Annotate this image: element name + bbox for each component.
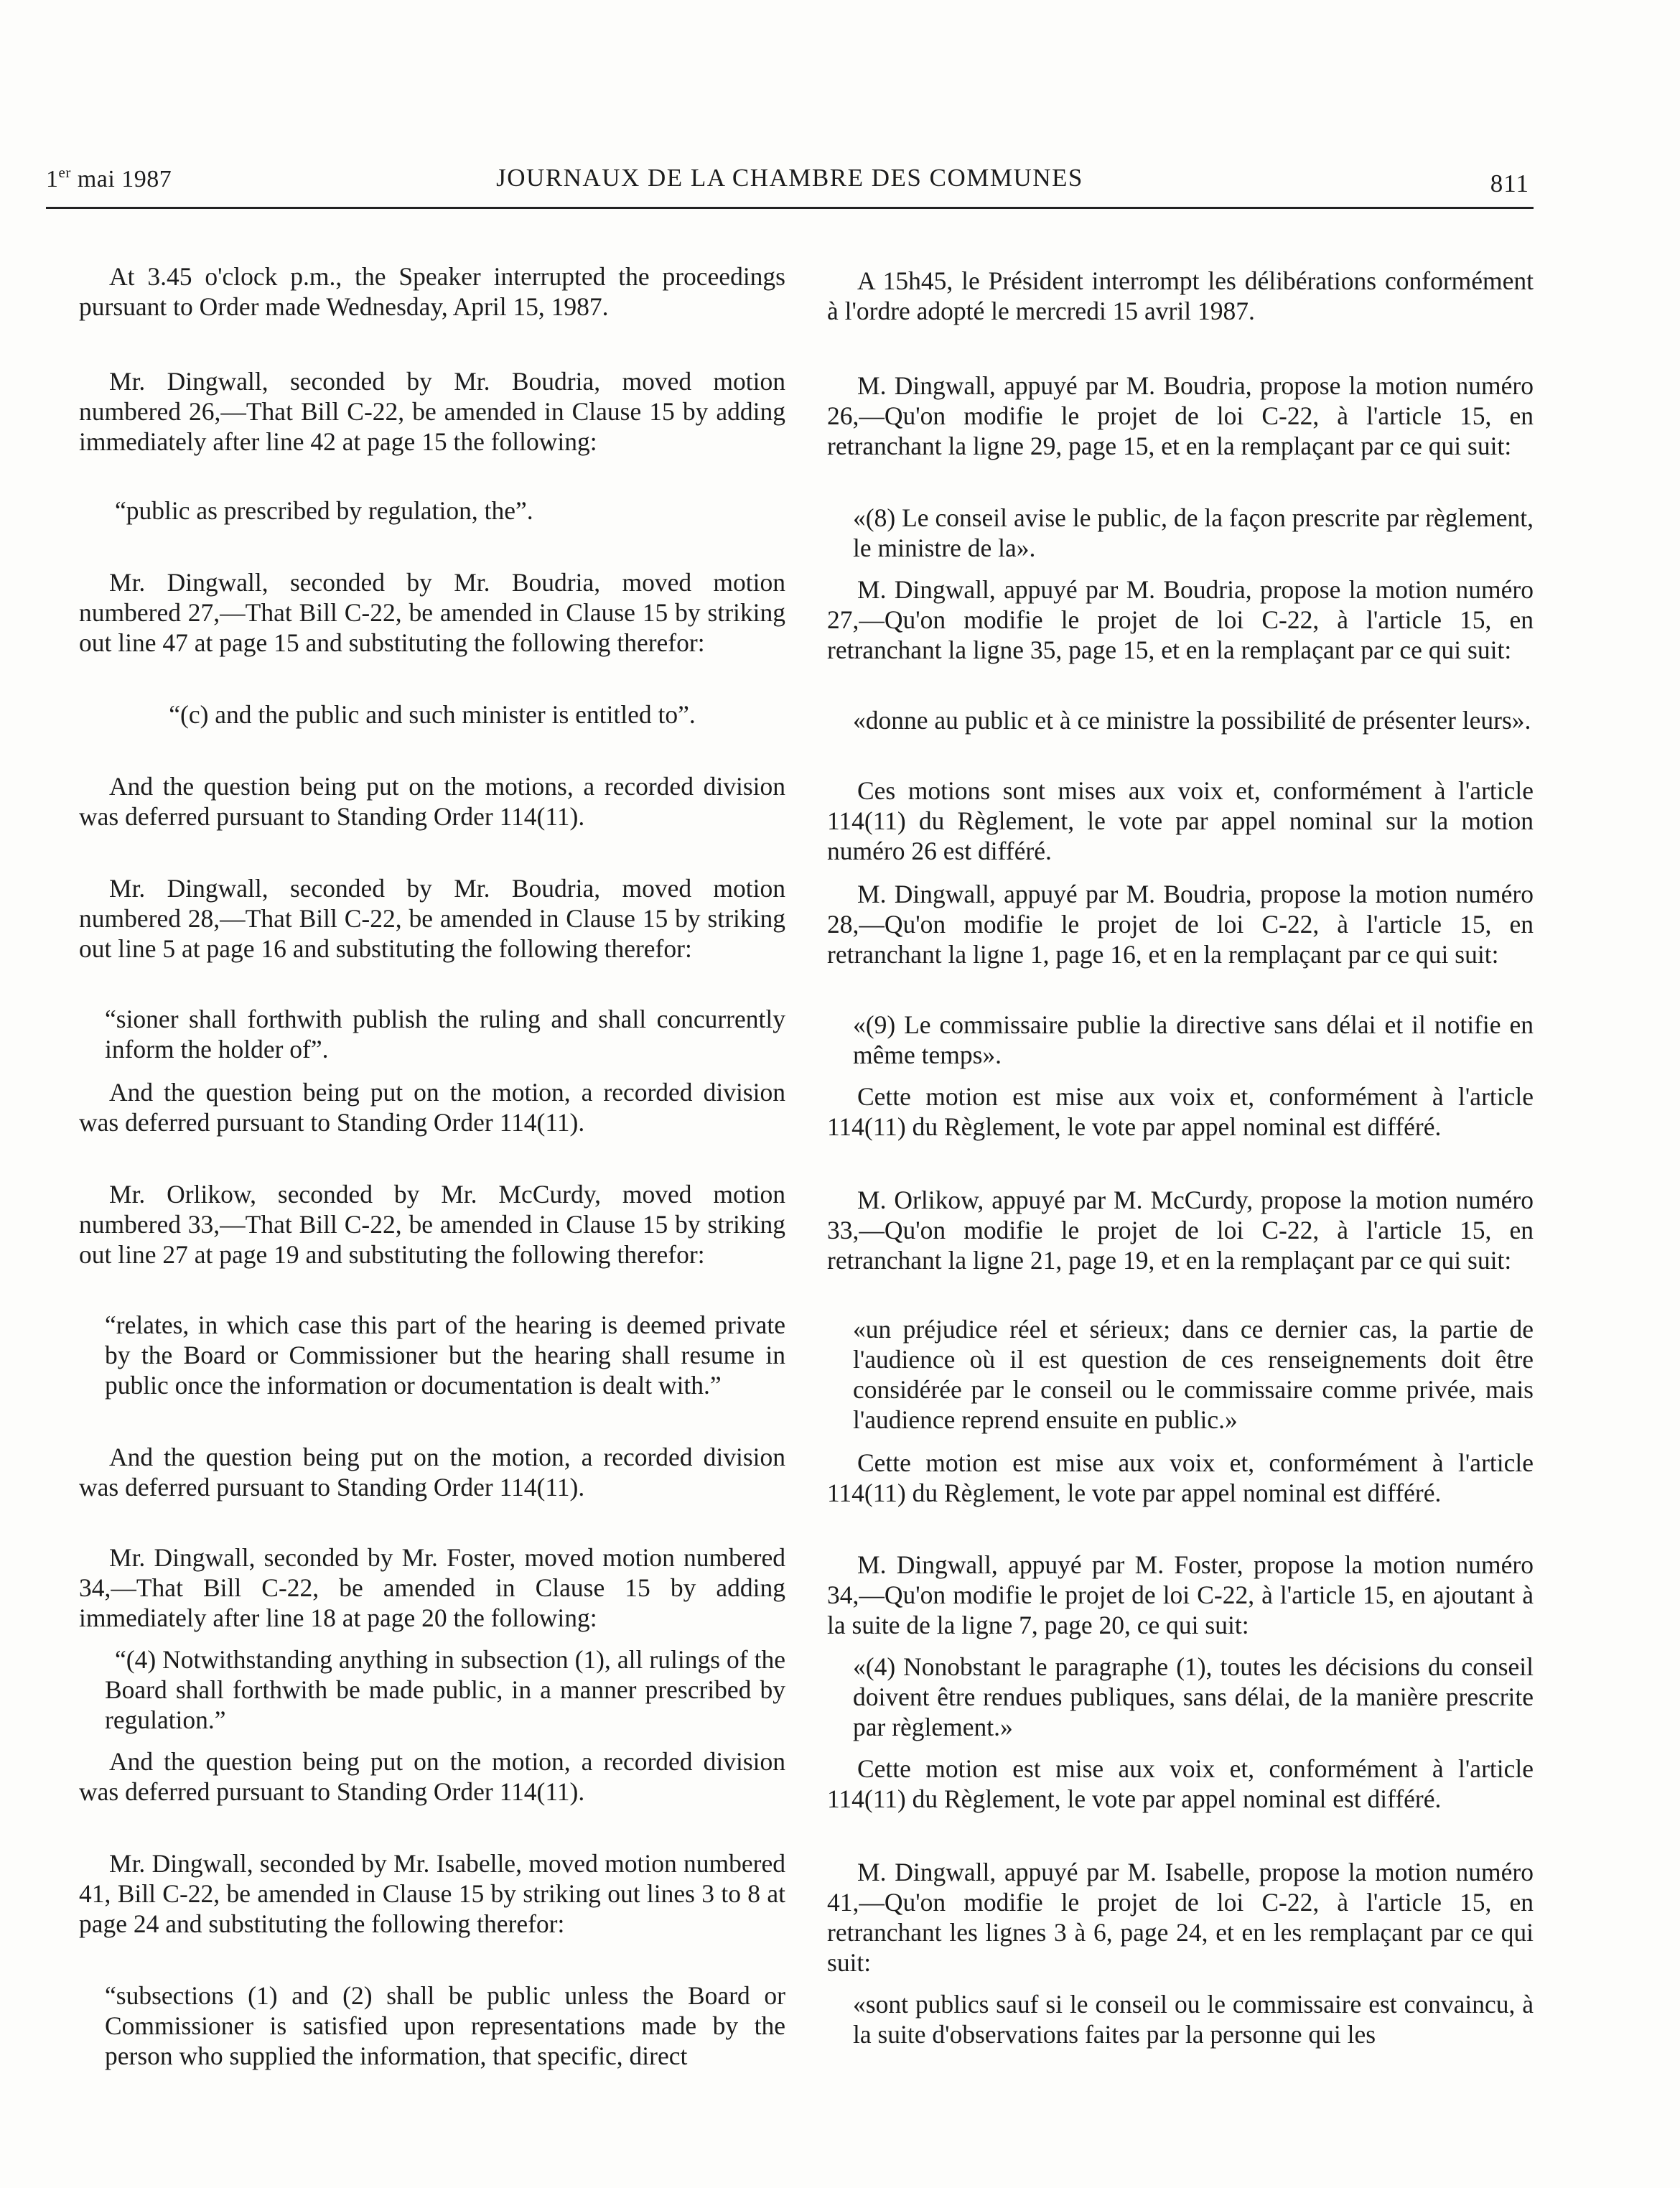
fr-motion-27-text: «donne au public et à ce ministre la possibilité de présenter leurs».: [853, 706, 1531, 735]
fr-motion-27: M. Dingwall, appuyé par M. Boudria, propose la motion numéro 27,—Qu'on modifie le projet de loi C-22, à l'article 15, en retranchant la ligne 35, page 15, et en la remplaçant par ce qui suit:: [827, 575, 1534, 664]
page-header: [46, 164, 1534, 209]
en-motion-41: Mr. Dingwall, seconded by Mr. Isabelle, moved motion numbered 41, Bill C-22, be amended in Clause 15 by striking out lines 3 to 8 at page 24 and substituting the following therefor:: [79, 1849, 785, 1938]
en-motion-28: Mr. Dingwall, seconded by Mr. Boudria, moved motion numbered 28,—That Bill C-22, be amended in Clause 15 by striking out line 5 at page 16 and substituting the following therefor:: [79, 874, 785, 963]
en-speaker-interruption: At 3.45 o'clock p.m., the Speaker interrupted the proceedings pursuant to Order made Wednesday, April 15, 1987.: [79, 262, 785, 321]
fr-motion-28: M. Dingwall, appuyé par M. Boudria, propose la motion numéro 28,—Qu'on modifie le projet de loi C-22, à l'article 15, en retranchant la ligne 1, page 16, et en la remplaçant par ce qui suit:: [827, 880, 1534, 969]
fr-deferred-division-28: Cette motion est mise aux voix et, conformément à l'article 114(11) du Règlement, le vote par appel nominal est différé.: [827, 1082, 1534, 1141]
en-motion-33: Mr. Orlikow, seconded by Mr. McCurdy, moved motion numbered 33,—That Bill C-22, be amended in Clause 15 by striking out line 27 at page 19 and substituting the following therefor:: [79, 1180, 785, 1269]
fr-motion-26-text: «(8) Le conseil avise le public, de la façon prescrite par règlement, le ministre de la».: [853, 503, 1534, 562]
en-motion-26-text: “public as prescribed by regulation, the”.: [115, 496, 533, 525]
page-number: 811: [1490, 169, 1529, 197]
fr-motion-33: M. Orlikow, appuyé par M. McCurdy, propose la motion numéro 33,—Qu'on modifie le projet de loi C-22, à l'article 15, en retranchant la ligne 21, page 19, et en la remplaçant par ce qui suit:: [827, 1186, 1534, 1275]
en-deferred-division-28: And the question being put on the motion, a recorded division was deferred pursuant to Standing Order 114(11).: [79, 1078, 785, 1137]
en-deferred-division-34: And the question being put on the motion, a recorded division was deferred pursuant to Standing Order 114(11).: [79, 1747, 785, 1806]
en-motion-27: Mr. Dingwall, seconded by Mr. Boudria, moved motion numbered 27,—That Bill C-22, be amended in Clause 15 by striking out line 47 at page 15 and substituting the following therefor:: [79, 568, 785, 657]
fr-motion-33-text: «un préjudice réel et sérieux; dans ce dernier cas, la partie de l'audience où il est question de ces renseignements doit être considérée par le conseil ou le commissaire comme privée, mais l'audience reprend ensuite en public.»: [853, 1315, 1534, 1434]
fr-motion-26: M. Dingwall, appuyé par M. Boudria, propose la motion numéro 26,—Qu'on modifie le projet de loi C-22, à l'article 15, en retranchant la ligne 29, page 15, et en la remplaçant par ce qui suit:: [827, 371, 1534, 460]
fr-deferred-division-33: Cette motion est mise aux voix et, conformément à l'article 114(11) du Règlement, le vote par appel nominal est différé.: [827, 1448, 1534, 1507]
en-deferred-division-26-27: And the question being put on the motions, a recorded division was deferred pursuant to Standing Order 114(11).: [79, 772, 785, 831]
fr-motion-34: M. Dingwall, appuyé par M. Foster, propose la motion numéro 34,—Qu'on modifie le projet de loi C-22, à l'article 15, en ajoutant à la suite de la ligne 7, page 20, ce qui suit:: [827, 1550, 1534, 1639]
fr-speaker-interruption: A 15h45, le Président interrompt les délibérations conformément à l'ordre adopté le mercredi 15 avril 1987.: [827, 266, 1534, 325]
en-motion-41-text: “subsections (1) and (2) shall be public unless the Board or Commissioner is satisfied upon representations made by the person who supplied the information, that specific, direct: [105, 1981, 785, 2070]
en-motion-34-text: “(4) Notwithstanding anything in subsection (1), all rulings of the Board shall forthwith be made public, in a manner prescribed by regulation.”: [105, 1645, 785, 1734]
fr-deferred-division-26: Ces motions sont mises aux voix et, conformément à l'article 114(11) du Règlement, le vote par appel nominal sur la motion numéro 26 est différé.: [827, 776, 1534, 865]
header-date-month-year: mai 1987: [70, 166, 172, 192]
en-deferred-division-33: And the question being put on the motion, a recorded division was deferred pursuant to Standing Order 114(11).: [79, 1443, 785, 1502]
fr-motion-41-text: «sont publics sauf si le conseil ou le commissaire est convaincu, à la suite d'observations faites par la personne qui les: [853, 1990, 1534, 2049]
fr-motion-34-text: «(4) Nonobstant le paragraphe (1), toutes les décisions du conseil doivent être rendues publiques, sans délai, de la manière prescrite par règlement.»: [853, 1652, 1534, 1741]
fr-deferred-division-34: Cette motion est mise aux voix et, conformément à l'article 114(11) du Règlement, le vote par appel nominal est différé.: [827, 1754, 1534, 1813]
en-motion-27-text: “(c) and the public and such minister is entitled to”.: [169, 700, 696, 729]
en-motion-34: Mr. Dingwall, seconded by Mr. Foster, moved motion numbered 34,—That Bill C-22, be amended in Clause 15 by adding immediately after line 18 at page 20 the following:: [79, 1543, 785, 1632]
header-date-ordinal: er: [58, 164, 71, 181]
fr-motion-28-text: «(9) Le commissaire publie la directive sans délai et il notifie en même temps».: [853, 1010, 1534, 1069]
fr-motion-41: M. Dingwall, appuyé par M. Isabelle, propose la motion numéro 41,—Qu'on modifie le projet de loi C-22, à l'article 15, en retranchant les lignes 3 à 6, page 24, et en les remplaçant par ce qui suit:: [827, 1858, 1534, 1977]
en-motion-28-text: “sioner shall forthwith publish the ruling and shall concurrently inform the holder of”.: [105, 1005, 785, 1063]
header-date-day: 1: [46, 166, 59, 192]
en-motion-26: Mr. Dingwall, seconded by Mr. Boudria, moved motion numbered 26,—That Bill C-22, be amended in Clause 15 by adding immediately after line 42 at page 15 the following:: [79, 367, 785, 456]
journal-title: JOURNAUX DE LA CHAMBRE DES COMMUNES: [496, 164, 1083, 192]
en-motion-33-text: “relates, in which case this part of the hearing is deemed private by the Board or Commissioner but the hearing shall resume in public once the information or documentation is dealt with.”: [105, 1311, 785, 1400]
